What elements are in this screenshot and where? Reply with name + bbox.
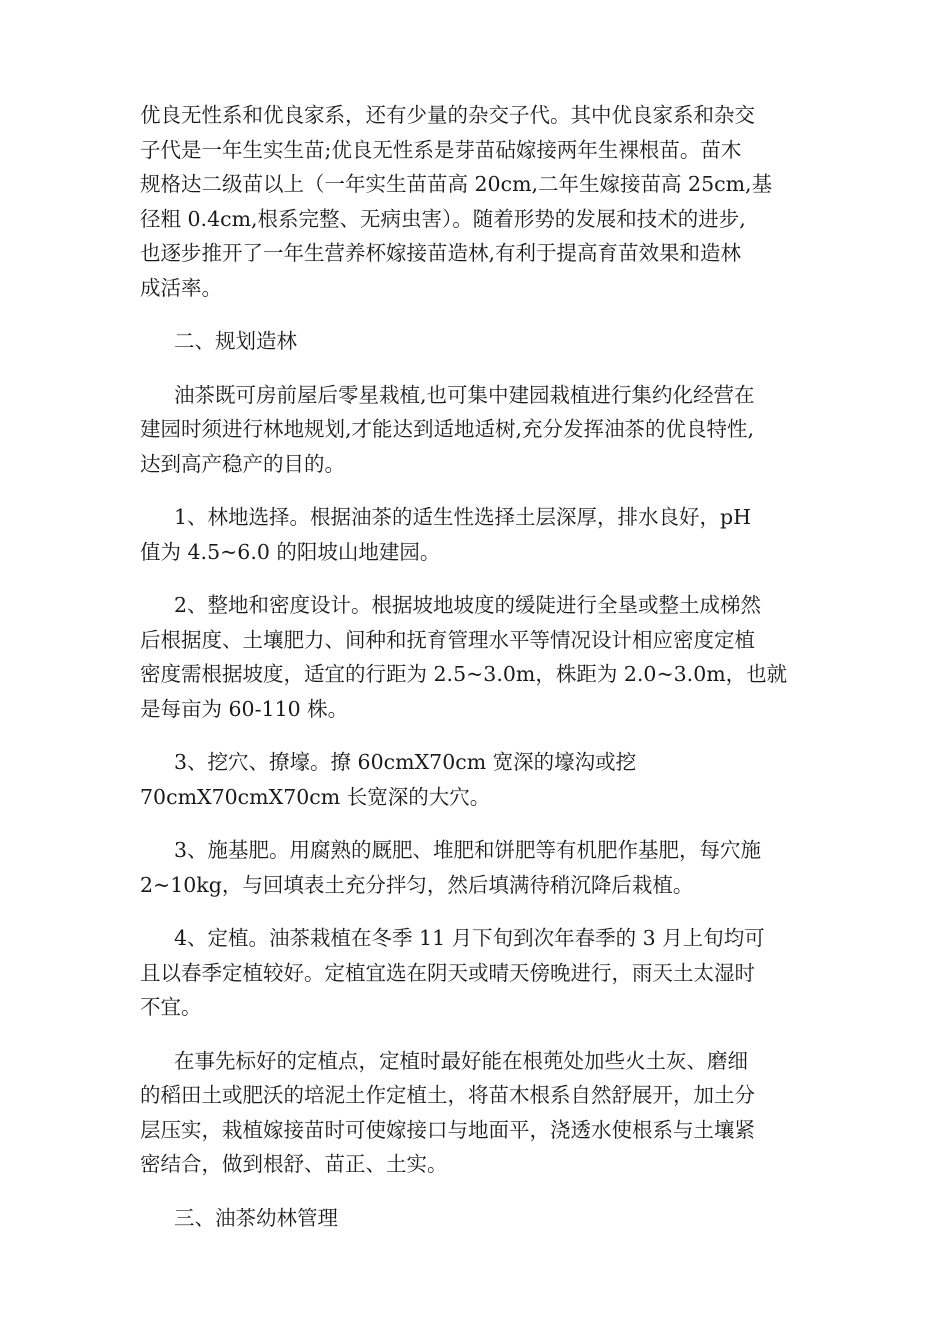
section-heading-young-forest: 三、油茶幼林管理 xyxy=(174,1205,338,1230)
document-page xyxy=(140,98,820,1254)
paragraph-planting: 4、定植。油茶栽植在冬季 11 月下旬到次年春季的 3 月上旬均可 且以春季定植较好。定植宜选在阴天或晴天傍晚进行，雨天土太湿时 不宜。 xyxy=(140,926,765,1019)
paragraph-digging: 3、挖穴、撩壕。撩 60cmX70cm 宽深的壕沟或挖 70cmX70cmX70cm 长宽深的大穴。 xyxy=(140,750,637,809)
paragraph-land-density: 2、整地和密度设计。根据坡地坡度的缓陡进行全垦或整土成梯然 后根据度、土壤肥力、间种和抚育管理水平等情况设计相应密度定植 密度需根据坡度，适宜的行距为 2.5~3.0m，株距为 2.0~3.0m，也就 是每亩为 60-110 株。 xyxy=(140,593,788,721)
paragraph-continuation-seedlings: 优良无性系和优良家系，还有少量的杂交子代。其中优良家系和杂交 子代是一年生实生苗;优良无性系是芽苗砧嫁接两年生裸根苗。苗木 规格达二级苗以上（一年实生苗苗高 20cm,二年生嫁接苗高 25cm,基 径粗 0.4cm,根系完整、无病虫害）。随着形势的发展和技术的进步, 也逐步推开了一年生营养杯嫁接苗造林,有利于提高育苗效果和造林 成活率。 xyxy=(140,103,773,300)
paragraph-planning-intro: 油茶既可房前屋后零星栽植,也可集中建园栽植进行集约化经营在 建园时须进行林地规划,才能达到适地适树,充分发挥油茶的优良特性, 达到高产稳产的目的。 xyxy=(140,382,755,476)
paragraph-site-selection: 1、林地选择。根据油茶的适生性选择土层深厚，排水良好，pH 值为 4.5~6.0 的阳坡山地建园。 xyxy=(140,505,752,564)
section-heading-planning: 二、规划造林 xyxy=(174,329,297,353)
paragraph-base-fertilizer: 3、施基肥。用腐熟的厩肥、堆肥和饼肥等有机肥作基肥，每穴施 2~10kg，与回填表土充分拌匀，然后填满待稍沉降后栽植。 xyxy=(140,838,762,897)
paragraph-planting-details: 在事先标好的定植点，定植时最好能在根蔸处加些火土灰、磨细 的稻田土或肥沃的培泥土作定植土，将苗木根系自然舒展开，加土分 层压实，栽植嫁接苗时可使嫁接口与地面平，浇透水使根系与土壤紧 密结合，做到根舒、苗正、土实。 xyxy=(140,1048,755,1176)
